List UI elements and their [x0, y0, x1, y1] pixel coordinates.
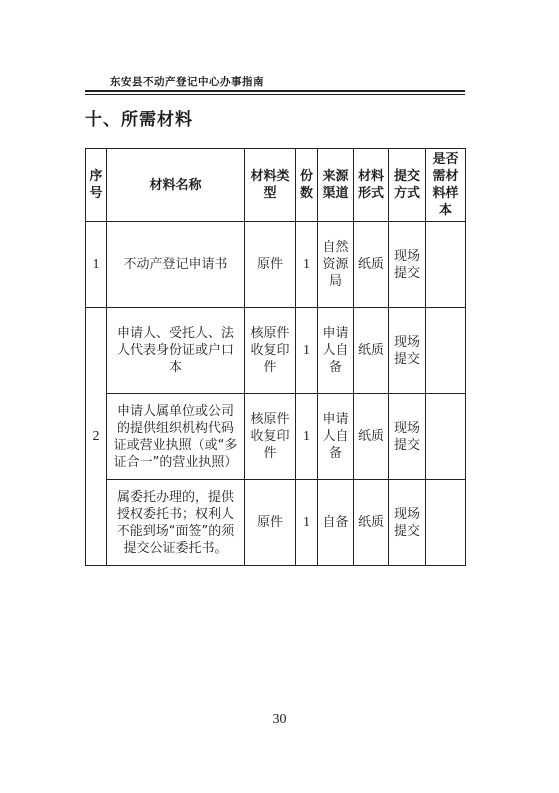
cell-submit: 现场提交: [389, 222, 426, 308]
header-rule-thin: [85, 94, 465, 95]
cell-material-name: 申请人属单位或公司的提供组织机构代码证或营业执照（或“多证合一”的营业执照）: [107, 394, 245, 480]
col-header-serial: 序号: [86, 149, 107, 222]
cell-submit: 现场提交: [389, 308, 426, 394]
cell-material-type: 原件: [245, 480, 296, 566]
cell-sample: [426, 222, 466, 308]
cell-source: 申请人自备: [318, 308, 354, 394]
table-header-row: [86, 149, 466, 222]
table-row: [86, 394, 466, 480]
cell-material-type: 原件: [245, 222, 296, 308]
cell-material-type: 核原件收复印件: [245, 308, 296, 394]
cell-count: 1: [296, 222, 318, 308]
cell-serial: 1: [86, 222, 107, 308]
cell-form: 纸质: [354, 308, 389, 394]
cell-material-type: 核原件收复印件: [245, 394, 296, 480]
cell-serial: 2: [86, 308, 107, 566]
col-header-sample: 是否需材料样本: [426, 149, 466, 222]
cell-sample: [426, 308, 466, 394]
col-header-count: 份数: [296, 149, 318, 222]
cell-sample: [426, 394, 466, 480]
cell-sample: [426, 480, 466, 566]
page-number: 30: [272, 712, 287, 727]
table-row: [86, 222, 466, 308]
cell-source: 自备: [318, 480, 354, 566]
cell-source: 申请人自备: [318, 394, 354, 480]
cell-form: 纸质: [354, 394, 389, 480]
col-header-form: 材料形式: [354, 149, 389, 222]
col-header-name: 材料名称: [107, 149, 245, 222]
cell-submit: 现场提交: [389, 480, 426, 566]
table-row: [86, 480, 466, 566]
materials-table: [85, 148, 466, 566]
cell-form: 纸质: [354, 222, 389, 308]
document-header-title: 东安县不动产登记中心办事指南: [110, 76, 264, 88]
col-header-type: 材料类型: [245, 149, 296, 222]
section-heading: 十、所需材料: [85, 110, 193, 130]
cell-submit: 现场提交: [389, 394, 426, 480]
header-rule-thick: [85, 90, 465, 92]
cell-form: 纸质: [354, 480, 389, 566]
cell-count: 1: [296, 308, 318, 394]
cell-material-name: 不动产登记申请书: [107, 222, 245, 308]
cell-count: 1: [296, 394, 318, 480]
cell-count: 1: [296, 480, 318, 566]
cell-material-name: 申请人、受托人、法人代表身份证或户口本: [107, 308, 245, 394]
col-header-source: 来源渠道: [318, 149, 354, 222]
cell-source: 自然资源局: [318, 222, 354, 308]
table-row: [86, 308, 466, 394]
col-header-submit: 提交方式: [389, 149, 426, 222]
cell-material-name: 属委托办理的，提供授权委托书；权利人不能到场“面签”的须提交公证委托书。: [107, 480, 245, 566]
